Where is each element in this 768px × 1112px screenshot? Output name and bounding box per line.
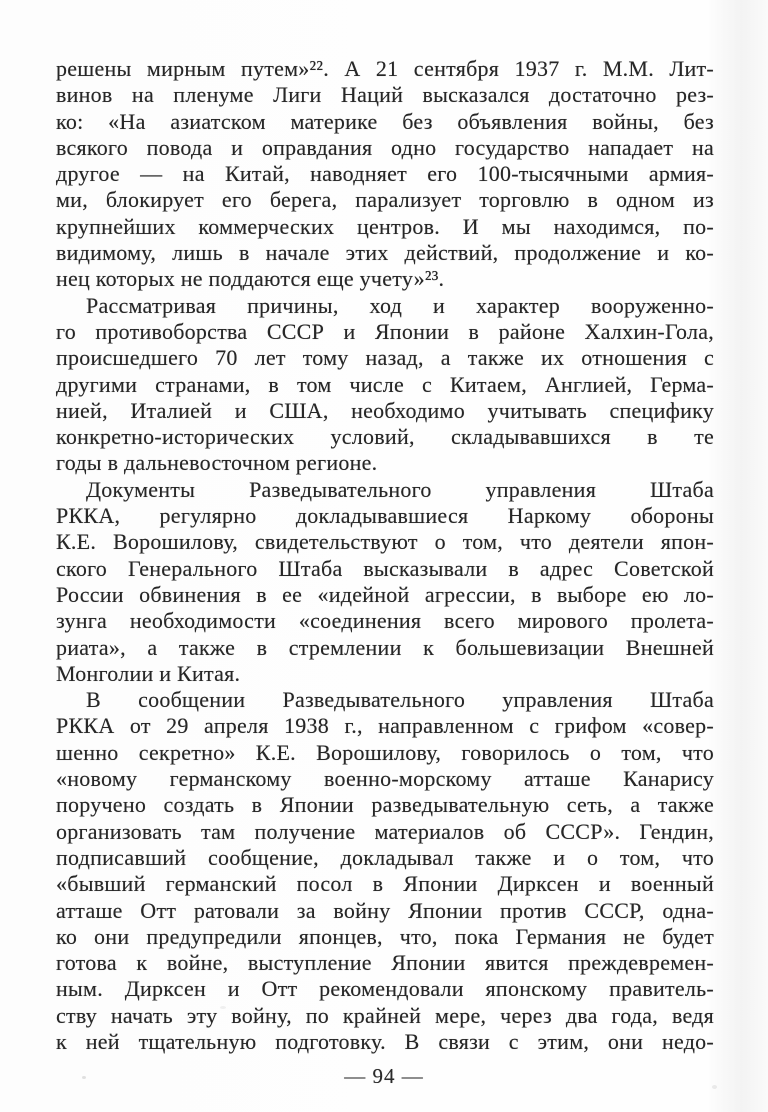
text-line: винов на пленуме Лиги Наций высказался достаточно рез-	[56, 82, 714, 108]
text-line: годы в дальневосточном регионе.	[56, 450, 378, 476]
text-line: другое — на Китай, наводняет его 100-тысячными армия-	[56, 161, 714, 187]
text-line: ко: «На азиатском материке без объявления войны, без	[56, 108, 714, 134]
paragraph	[56, 293, 714, 477]
text-line: другими странами, в том числе с Китаем, Англией, Герма-	[56, 371, 714, 397]
text-line: происшедшего 70 лет тому назад, а также их отношения с	[56, 345, 714, 371]
text-line: К.Е. Ворошилову, свидетельствуют о том, что деятели япон-	[56, 529, 714, 555]
text-line: поручено создать в Японии разведывательную сеть, а также	[56, 792, 714, 818]
text-line: Документы Разведывательного управления Штаба	[86, 476, 714, 502]
text-line: атташе Отт ратовали за войну Японии против СССР, одна-	[56, 897, 714, 923]
text-line: решены мирным путем»²². А 21 сентября 1937 г. М.М. Лит-	[56, 56, 714, 81]
text-line: конкретно-исторических условий, складывавшихся в те	[56, 424, 714, 450]
text-line: «новому германскому военно-морскому атташе Канарису	[56, 766, 714, 792]
text-line: России обвинения в ее «идейной агрессии, в выборе ею ло-	[56, 581, 714, 607]
scan-speck	[712, 1085, 717, 1089]
text-line: крупнейших коммерческих центров. И мы находимся, по-	[56, 213, 714, 239]
text-line: ко они предупредили японцев, что, пока Германия не будет	[56, 923, 714, 949]
text-line: готова к войне, выступление Японии явится преждевремен-	[56, 950, 714, 976]
text-line: нец которых не поддаются еще учету»²³.	[56, 266, 445, 292]
text-line: к ней тщательную подготовку. В связи с этим, они недо-	[56, 1028, 714, 1054]
page-text	[56, 56, 714, 1055]
text-line: шенно секретно» К.Е. Ворошилову, говорилось о том, что	[56, 739, 714, 765]
text-line: ми, блокирует его берега, парализует торговлю в одном из	[56, 187, 714, 213]
text-line: всякого повода и оправдания одно государство нападает на	[56, 134, 714, 160]
text-line: нией, Италией и США, необходимо учитывать специфику	[56, 397, 714, 423]
text-line: Монголии и Китая.	[56, 660, 241, 686]
scan-speck	[82, 1076, 86, 1079]
text-line: ского Генерального Штаба высказывали в адрес Советской	[56, 555, 714, 581]
text-line: ным. Дирксен и Отт рекомендовали японскому правитель-	[56, 976, 714, 1002]
paragraph	[56, 477, 714, 687]
page-number: — 94 —	[344, 1064, 424, 1088]
paragraph	[56, 687, 714, 1055]
text-line: ству начать эту войну, по крайней мере, через два года, ведя	[56, 1002, 714, 1028]
paragraph	[56, 56, 714, 293]
text-line: РККА от 29 апреля 1938 г., направленном с грифом «совер-	[56, 713, 714, 739]
text-line: Рассматривая причины, ход и характер вооруженно-	[86, 292, 714, 318]
text-line: РККА, регулярно докладывавшиеся Наркому обороны	[56, 503, 714, 529]
text-line: го противоборства СССР и Японии в районе Халхин-Гола,	[56, 318, 714, 344]
text-line: риата», а также в стремлении к большевизации Внешней	[56, 634, 714, 660]
text-line: подписавший сообщение, докладывал также и о том, что	[56, 844, 714, 870]
text-line: В сообщении Разведывательного управления Штаба	[86, 687, 714, 713]
scan-speck	[220, 1006, 226, 1009]
text-line: организовать там получение материалов об СССР». Гендин,	[56, 818, 714, 844]
text-line: «бывший германский посол в Японии Дирксен и военный	[56, 871, 714, 897]
text-line: зунга необходимости «соединения всего мирового пролета-	[56, 608, 714, 634]
text-line: видимому, лишь в начале этих действий, продолжение и ко-	[56, 240, 714, 266]
